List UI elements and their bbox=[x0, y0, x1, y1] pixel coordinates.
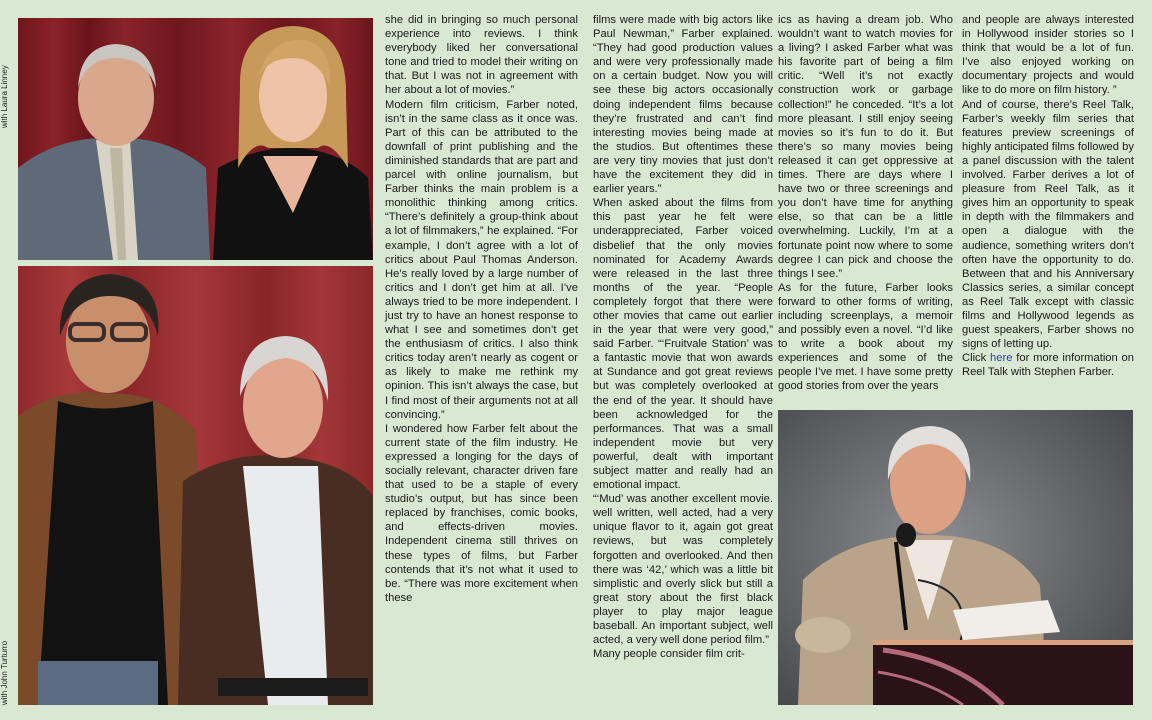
article-paragraph: “‘Mud’ was another excellent movie. well written, well acted, had a very unique flavor to it, again got great reviews, but was completely forgotten and overlooked. And then there was ‘42,’ which was a little bit simplistic and overly slick but still a great story about the first black player to play major league baseball. An important subject, well acted, a very well done period film.” bbox=[593, 493, 773, 647]
reel-talk-link[interactable]: here bbox=[990, 352, 1013, 365]
article-paragraph: Many people consider film crit- bbox=[593, 648, 745, 661]
photo-caption-top: with Laura Linney bbox=[0, 65, 9, 128]
article-paragraph: And of course, there’s Reel Talk, Farber’s weekly film series that features preview screenings of highly anticipated films followed by a panel discussion with the talent involved. Farber derives a lot of pleasure from Reel Talk, as it gives him an opportunity to speak in depth with the filmmakers and open a dialogue with the audience, something writers don’t often have the opportunity to do. Between that and his Anniversary Classics series, a similar concept as Reel Talk except with classic films and Hollywood legends as guest speakers, Farber shows no signs of letting up. bbox=[962, 98, 1134, 351]
article-paragraph: films were made with big actors like Paul Newman,” Farber explained. “They had good production values and were very professionally made on a certain budget. Now you will see these big actors occasionally doing independent films because they’re frustrated and can’t find interesting movies being made at the studios. But oftentimes these are very tiny movies that just don’t have the excitement they did in earlier years.” bbox=[593, 14, 773, 196]
photo-john-turturro bbox=[18, 266, 373, 705]
article-column-3 bbox=[778, 13, 953, 394]
photo-caption-bottom: with John Turturro bbox=[0, 640, 9, 705]
article-column-2 bbox=[593, 13, 773, 661]
photo-john-turturro-image bbox=[18, 266, 373, 705]
article-column-4 bbox=[962, 13, 1134, 379]
article-paragraph: Modern film criticism, Farber noted, isn’t in the same class as it once was. Part of this can be attributed to the downfall of print publishing and the diminished standards that are part and parcel with online journalism, but Farber thinks the main problem is a monolithic thinking among critics. “There’s definitely a group-think about a lot of filmmakers,” he explained. “For example, I don’t agree with a lot of critics about Paul Thomas Anderson. He’s really loved by a large number of critics and I don’t get him at all. I’ve always tried to be more independent. I just try to have an honest response to what I see and sometimes don’t get the enthusiasm of critics. I also think critics today aren’t nearly as cogent or as likely to make me rethink my opinion. This isn’t always the case, but I find most of their arguments not at all convincing.” bbox=[385, 98, 578, 421]
article-paragraph: and people are always interested in Hollywood insider stories so I think that would be a lot of fun. I’ve also enjoyed working on documentary projects and would like to do more on film history. ” bbox=[962, 14, 1134, 97]
article-paragraph: I wondered how Farber felt about the current state of the film industry. He expressed a longing for the days of socially relevant, character driven fare that used to be a staple of every studio’s output, but has since been replaced by franchises, comic books, and effects-driven movies. Independent cinema still thrives on these types of films, but Farber contends that it’s not what it used to be. “There was more excitement when these bbox=[385, 422, 578, 604]
photo-farber-podium bbox=[778, 410, 1133, 705]
photo-laura-linney-image bbox=[18, 18, 373, 260]
article-paragraph: As for the future, Farber looks forward to other forms of writing, including screenplays, a memoir and possibly even a novel. “I’d like to write a book about my experiences and some of the people I’ve met. I have some pretty good stories from over the years bbox=[778, 281, 953, 393]
link-prefix-text: Click bbox=[962, 352, 991, 365]
article-paragraph: she did in bringing so much personal experience into reviews. I think everybody liked her conversational tone and tried to model their writing on that. But I was not in agreement with her about a lot of movies.” bbox=[385, 14, 578, 97]
article-paragraph: When asked about the films from this past year he felt were underappreciated, Farber voiced disbelief that the only movies nominated for Academy Awards were released in the last three months of the year. “People completely forgot that there were other movies that came out earlier in the year that were very good,” said Farber. “‘Fruitvale Station’ was a fantastic movie that won awards at Sundance and got great reviews but was completely overlooked at the end of the year. It should have been acknowledged for the performances. That was a small independent movie but very powerful, dealt with important subject matter and really had an emotional impact. bbox=[593, 197, 773, 492]
article-column-1 bbox=[385, 13, 578, 605]
link-suffix-text: for more information on Reel Talk with Stephen Farber. bbox=[962, 352, 1134, 379]
article-paragraph: ics as having a dream job. Who wouldn’t want to watch movies for a living? I asked Farber what was his favorite part of being a film critic. “Well it’s not exactly construction work or garbage collection!” he conceded. “It’s a lot more pleasant. I still enjoy seeing movies so it’s fun to do it. But there’s so many movies being released it can get oppressive at times. There are days where I have two or three screenings and you don’t have time for anything else, so that can be a little overwhelming. Luckily, I’m at a fortunate point now where to some degree I can pick and choose the things I see.” bbox=[778, 14, 953, 280]
photo-farber-podium-image bbox=[778, 410, 1133, 705]
article-paragraph-link bbox=[962, 351, 1134, 379]
photo-laura-linney bbox=[18, 18, 373, 260]
